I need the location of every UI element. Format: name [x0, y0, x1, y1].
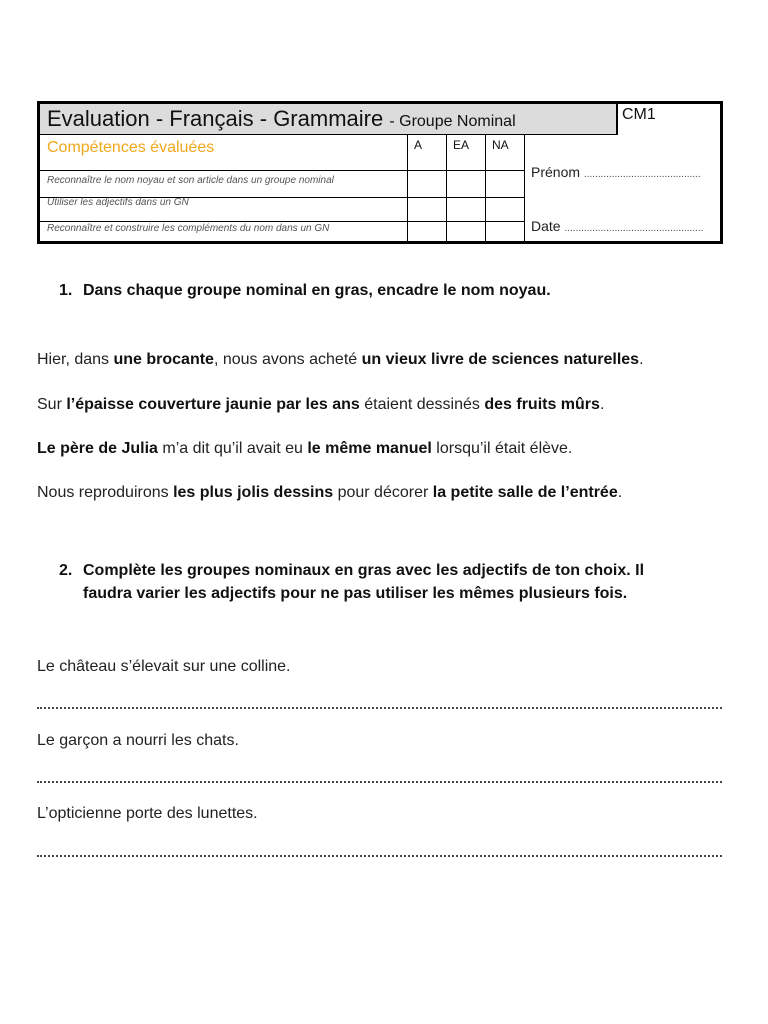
exercise-2-sentence-1: Le château s’élevait sur une colline.: [37, 658, 291, 675]
sentence-text: .: [617, 484, 623, 501]
level-label: CM1: [622, 106, 656, 123]
column-header-na: NA: [492, 138, 509, 152]
criterion-2: Utiliser les adjectifs dans un GN: [47, 197, 189, 208]
bold-noun-group: Le père de Julia: [37, 440, 158, 457]
sentence-text: Nous reproduirons: [37, 484, 174, 501]
exercise-1-sentence-3: [37, 440, 572, 458]
bold-noun-group: les plus jolis dessins: [173, 484, 334, 501]
exercise-1-instruction: Dans chaque groupe nominal en gras, encadre le nom noyau.: [83, 282, 551, 299]
column-header-ea: EA: [453, 138, 470, 152]
criterion-3: Reconnaître et construire les compléments du nom dans un GN: [47, 223, 330, 234]
sentence-text: Sur: [37, 396, 67, 413]
exercise-2-sentence-3: L’opticienne porte des lunettes.: [37, 805, 258, 822]
bold-noun-group: le même manuel: [307, 440, 432, 457]
page-title: [47, 106, 516, 132]
date-field: [531, 218, 703, 234]
prenom-label: Prénom: [531, 164, 581, 180]
sentence-text: m’a dit qu’il avait eu: [157, 440, 308, 457]
divider: [40, 170, 524, 171]
exercise-2-sentence-2: Le garçon a nourri les chats.: [37, 732, 239, 749]
exercise-1-number: 1.: [59, 282, 73, 299]
exercise-1-sentence-4: [37, 484, 622, 502]
sentence-text: .: [599, 396, 605, 413]
criterion-1: Reconnaître le nom noyau et son article dans un groupe nominal: [47, 175, 334, 186]
evaluation-header-box: [37, 101, 723, 244]
sentence-text: lorsqu’il était élève.: [431, 440, 573, 457]
exercise-2-number: 2.: [59, 562, 73, 579]
exercise-1-sentence-1: [37, 351, 644, 369]
sentence-text: étaient dessinés: [359, 396, 485, 413]
bold-noun-group: l’épaisse couverture jaunie par les ans: [66, 396, 360, 413]
divider: [524, 135, 525, 244]
date-label: Date: [531, 218, 561, 234]
date-dots: ..................................................: [564, 223, 704, 234]
divider: [407, 135, 408, 244]
divider: [446, 135, 447, 244]
divider: [40, 221, 524, 222]
bold-noun-group: la petite salle de l’entrée: [432, 484, 618, 501]
answer-line-2[interactable]: [37, 781, 722, 783]
bold-noun-group: une brocante: [113, 351, 214, 368]
prenom-dots: ..........................................: [583, 169, 701, 180]
divider: [617, 104, 618, 135]
exercise-1-sentence-2: [37, 396, 604, 414]
answer-line-3[interactable]: [37, 855, 722, 857]
title-cell: [40, 104, 617, 135]
divider: [485, 135, 486, 244]
exercise-2-instruction-line-1: Complète les groupes nominaux en gras avec les adjectifs de ton choix. Il: [83, 562, 645, 579]
title-subtitle: - Groupe Nominal: [389, 113, 516, 130]
sentence-text: Hier, dans: [37, 351, 114, 368]
answer-line-1[interactable]: [37, 707, 722, 709]
competences-title: Compétences évaluées: [47, 139, 215, 156]
exercise-2-instruction-line-2: faudra varier les adjectifs pour ne pas utiliser les mêmes plusieurs fois.: [83, 585, 628, 602]
sentence-text: pour décorer: [333, 484, 433, 501]
prenom-field: [531, 164, 701, 180]
bold-noun-group: des fruits mûrs: [484, 396, 600, 413]
title-main: Evaluation - Français - Grammaire: [47, 106, 384, 131]
sentence-text: , nous avons acheté: [213, 351, 362, 368]
column-header-a: A: [414, 138, 423, 152]
sentence-text: .: [639, 351, 644, 368]
bold-noun-group: un vieux livre de sciences naturelles: [361, 351, 640, 368]
